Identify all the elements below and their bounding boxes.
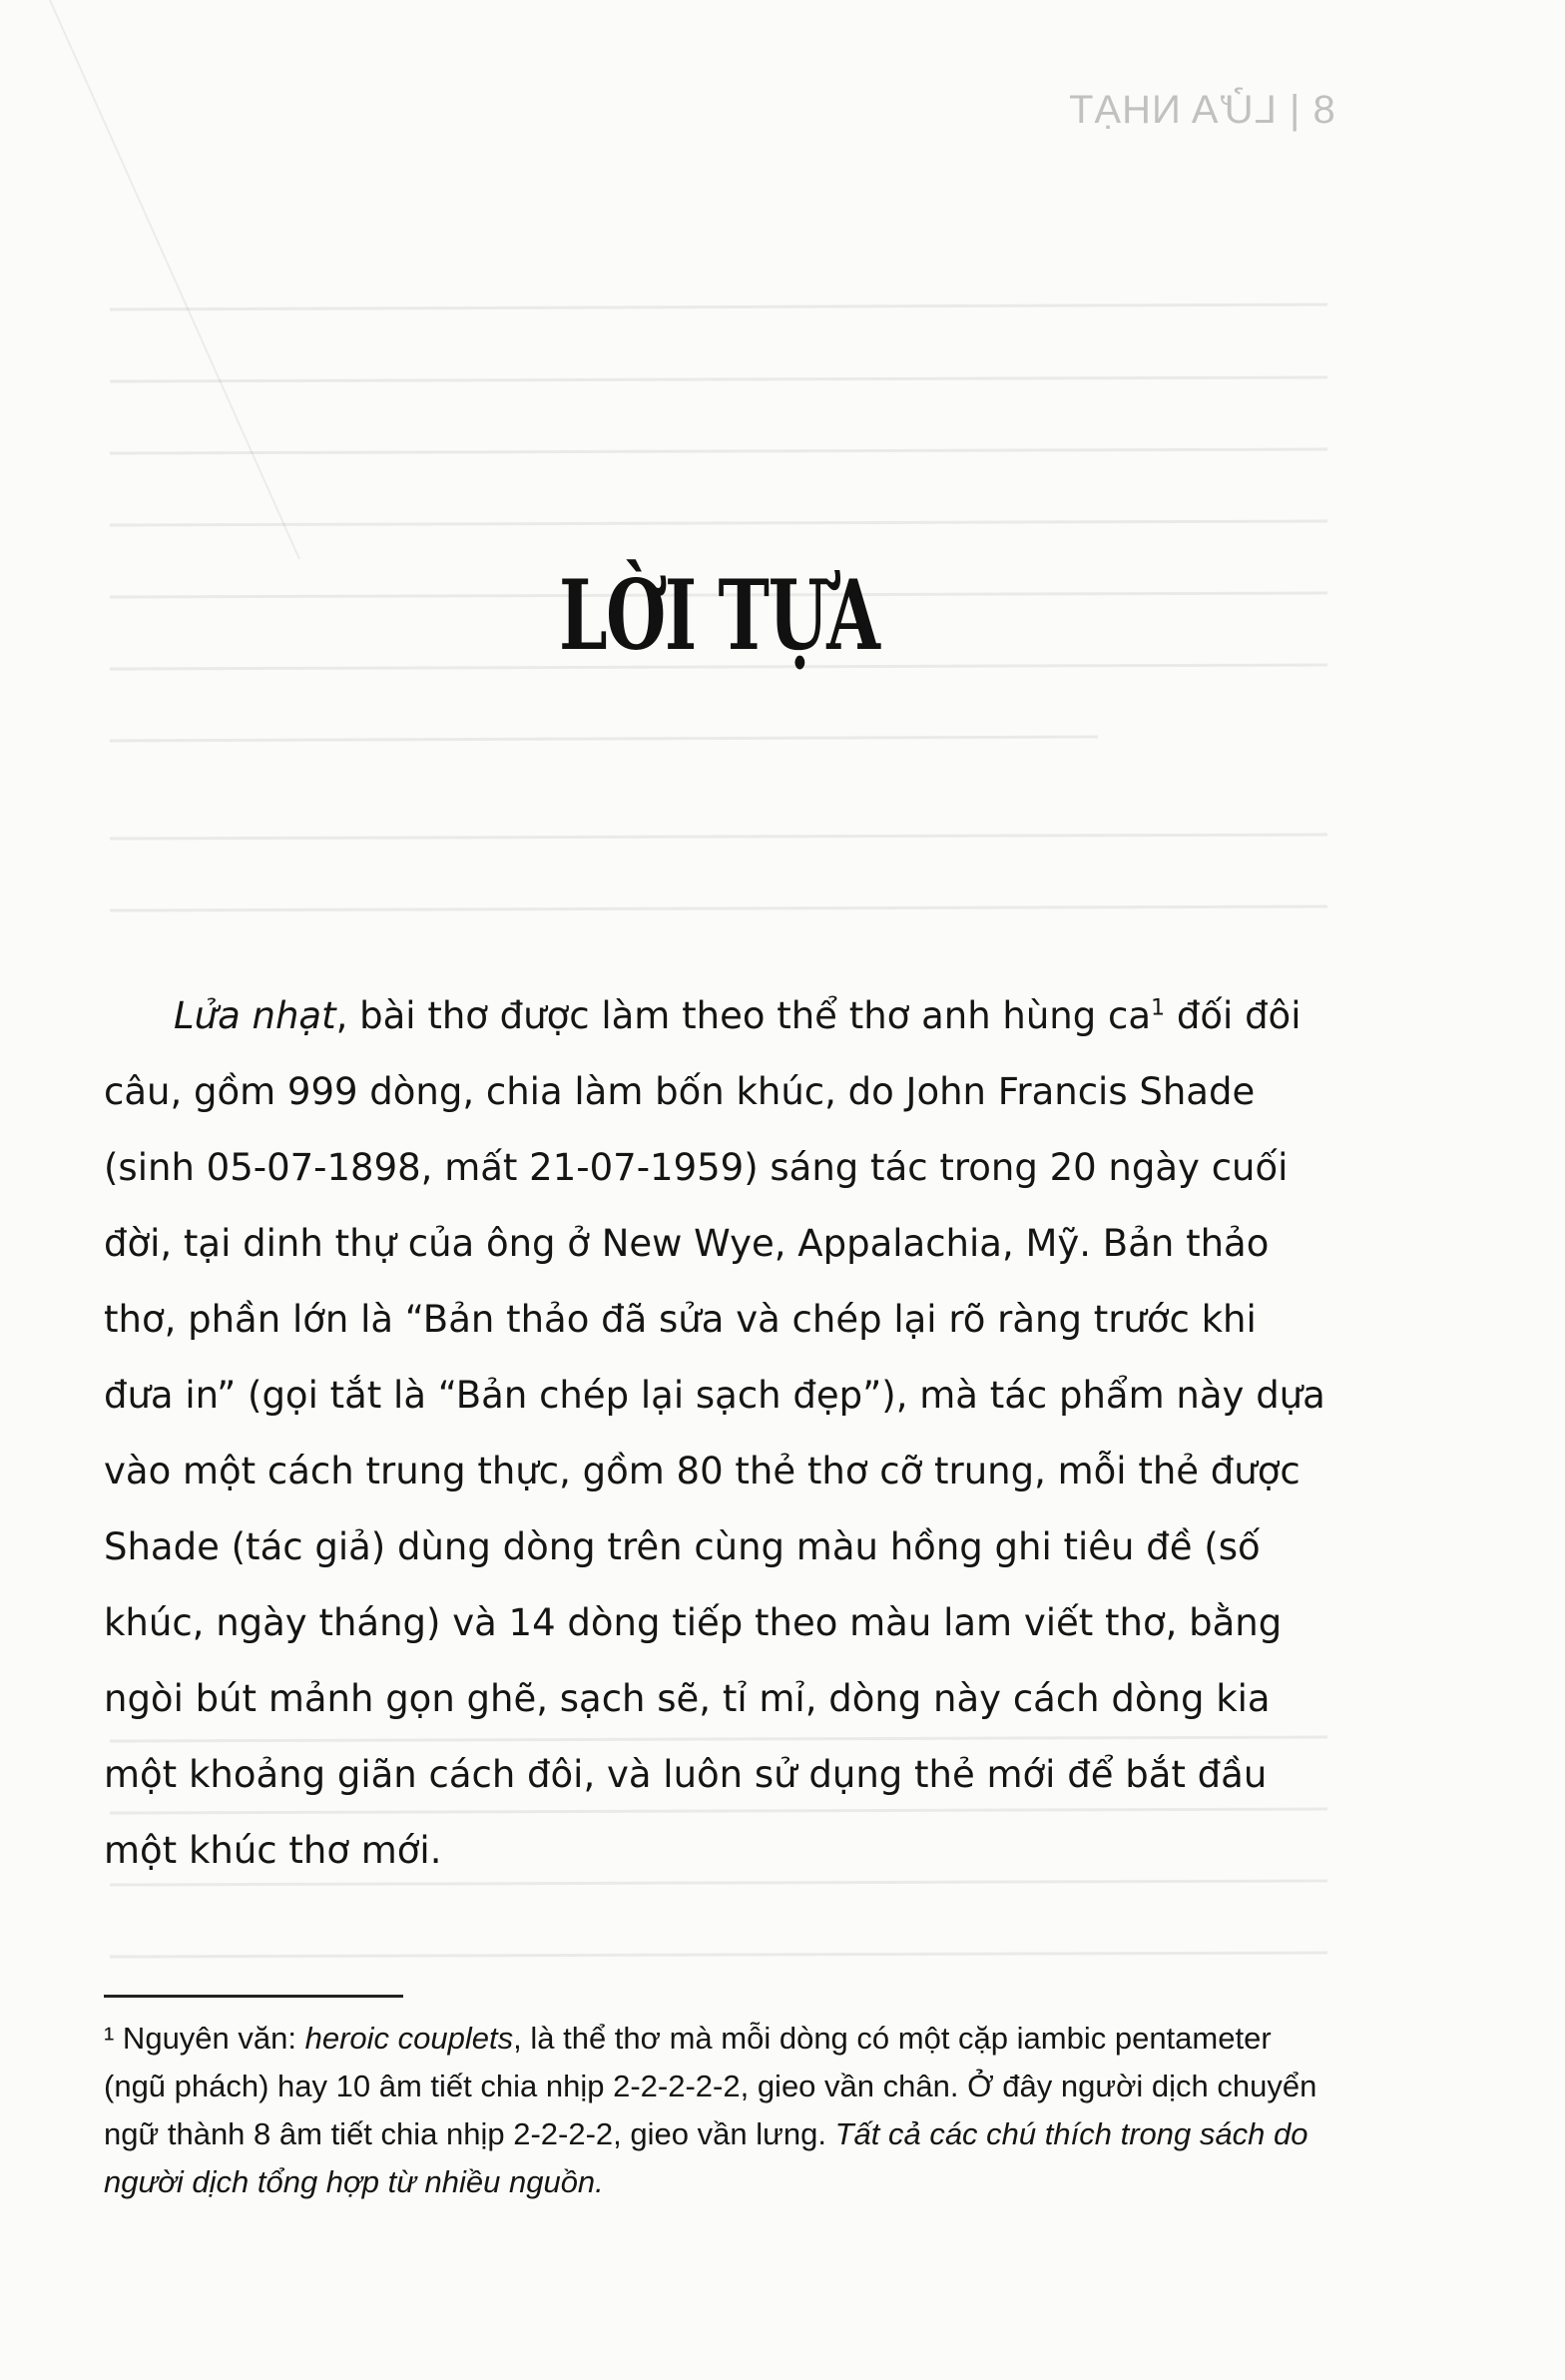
- book-title-italic: Lửa nhạt: [174, 994, 336, 1037]
- bleed-line: [110, 377, 1327, 381]
- footnote-italic: Tất cả các chú thích trong sách do: [834, 2116, 1308, 2151]
- body-line: Shade (tác giả) dùng dòng trên cùng màu hồng ghi tiêu đề (số: [104, 1525, 1261, 1568]
- footnote-text: ¹ Nguyên văn:: [104, 2021, 305, 2056]
- footnote-text: , là thể thơ mà mỗi dòng có một cặp iambic pentameter: [513, 2021, 1272, 2056]
- footnote-rule: [104, 1995, 403, 1998]
- footnote: [104, 2015, 1351, 2206]
- footnote-text: ngữ thành 8 âm tiết chia nhịp 2-2-2-2, gieo vần lưng.: [104, 2116, 835, 2151]
- bleed-line: [110, 1953, 1327, 1957]
- bleed-line: [110, 521, 1327, 525]
- body-line-text: , bài thơ được làm theo thể thơ anh hùng ca: [335, 994, 1152, 1037]
- fold-crease: [50, 0, 299, 559]
- body-line: thơ, phần lớn là “Bản thảo đã sửa và chép lại rõ ràng trước khi: [104, 1298, 1257, 1341]
- bleed-line: [110, 906, 1327, 910]
- running-head: 8 | LỬA NHẠT: [1068, 88, 1335, 132]
- footnote-italic: người dịch tổng hợp từ nhiều nguồn.: [104, 2164, 604, 2199]
- body-line: khúc, ngày tháng) và 14 dòng tiếp theo màu lam viết thơ, bằng: [104, 1601, 1283, 1644]
- body-line: (sinh 05-07-1898, mất 21-07-1959) sáng tác trong 20 ngày cuối: [104, 1146, 1289, 1189]
- bleed-line: [110, 449, 1327, 453]
- footnote-line: [104, 2015, 1351, 2063]
- bleed-line: [110, 304, 1327, 309]
- body-line: đời, tại dinh thự của ông ở New Wye, Appalachia, Mỹ. Bản thảo: [104, 1222, 1270, 1265]
- body-line: một khúc thơ mới.: [104, 1829, 442, 1872]
- body-line: một khoảng giãn cách đôi, và luôn sử dụng thẻ mới để bắt đầu: [104, 1753, 1268, 1796]
- footnote-line: [104, 2158, 1351, 2206]
- body-line: ngòi bút mảnh gọn ghẽ, sạch sẽ, tỉ mỉ, dòng này cách dòng kia: [104, 1677, 1271, 1720]
- body-line: vào một cách trung thực, gồm 80 thẻ thơ cỡ trung, mỗi thẻ được: [104, 1450, 1301, 1492]
- bleed-line: [110, 737, 1098, 741]
- footnote-italic: heroic couplets: [304, 2021, 514, 2056]
- body-paragraph: [104, 978, 1351, 1889]
- footnote-line: (ngũ phách) hay 10 âm tiết chia nhịp 2-2-2-2-2, gieo vần chân. Ở đây người dịch chuyển: [104, 2069, 1317, 2103]
- footnote-line: [104, 2110, 1351, 2158]
- page-title: LỜI TỰA: [559, 559, 879, 672]
- footnote-ref: 1: [1151, 994, 1166, 1021]
- body-line: [104, 978, 1351, 1054]
- body-line: đưa in” (gọi tắt là “Bản chép lại sạch đẹp”), mà tác phẩm này dựa: [104, 1374, 1325, 1417]
- body-line-text: đối đôi: [1165, 994, 1302, 1037]
- body-line: câu, gồm 999 dòng, chia làm bốn khúc, do John Francis Shade: [104, 1070, 1256, 1113]
- bleed-line: [110, 835, 1327, 839]
